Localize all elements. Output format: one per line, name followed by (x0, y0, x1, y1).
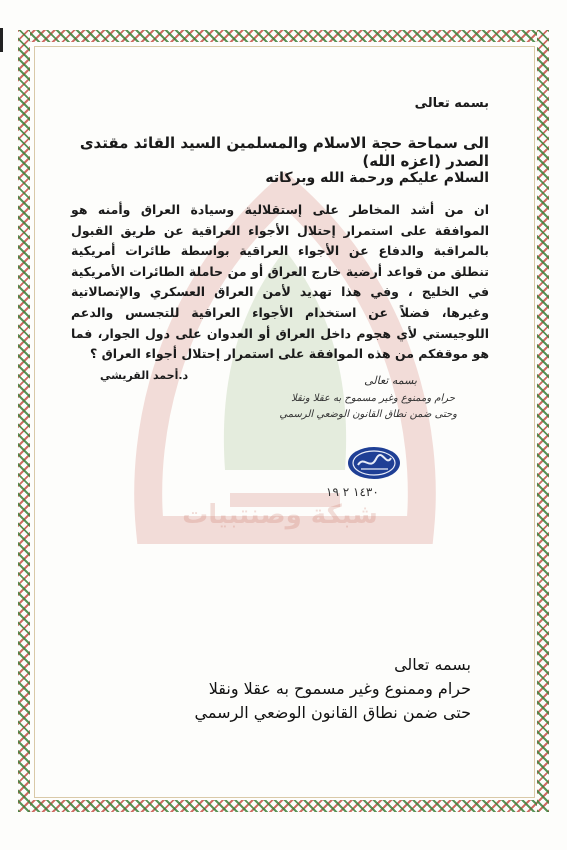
letter-signer: د.أحمد القريشي (100, 369, 189, 382)
watermark-text: شبكة وصنتبيات (182, 500, 378, 530)
handwritten-date: ١٤٣٠ ٢ ١٩ (326, 485, 379, 499)
transcription-basmala: بسمه تعالى (394, 655, 471, 674)
decorative-border-top (18, 30, 549, 42)
decorative-border-bottom (18, 800, 549, 812)
handwritten-ruling-line2: وحتى ضمن نطاق القانون الوضعي الرسمي (279, 409, 457, 420)
letter-greeting: السلام عليكم ورحمة الله وبركاته (265, 170, 489, 186)
transcription-ruling-line2: حتى ضمن نطاق القانون الوضعي الرسمي (194, 703, 471, 722)
decorative-border-left (18, 30, 30, 812)
handwritten-ruling-line1: حرام وممنوع وغير مسموح به عقلا ونقلا (291, 393, 455, 404)
letter-basmala: بسمه تعالى (414, 96, 489, 111)
decorative-border-right (537, 30, 549, 812)
letter-addressee: الى سماحة حجة الاسلام والمسلمين السيد القائد مقتدى الصدر (اعزه الله) (79, 134, 489, 170)
letter-body: ان من أشد المخاطر على إستقلالية وسيادة العراق وأمنه هو الموافقة على استمرار إحتلال الأجواء العراقية عن طريق القبول بالمراقبة والدفاع عن الأجواء العراقية بواسطة طائرات أمريكية تنطلق من قواعد أرضية خارج العراق أو من حاملة الطائرات الأمريكية في الخليج ، وفي هذا تهديد لأمن العراق العسكري والإتصالاتية وغيرها، فضلاً عن استخدام الأجواء العراقية للتجسس والدعم اللوجيستي لأي هجوم داخل العراق أو العدوان على دول الجوار، فما هو موقفكم من هذه الموافقة على استمرار إحتلال أجواء العراق ؟ (71, 202, 489, 362)
official-seal-stamp (346, 445, 402, 481)
scan-edge-mark (0, 28, 3, 52)
handwritten-basmala: بسمه تعالى (364, 374, 417, 387)
transcription-ruling-line1: حرام وممنوع وغير مسموح به عقلا ونقلا (208, 679, 471, 698)
